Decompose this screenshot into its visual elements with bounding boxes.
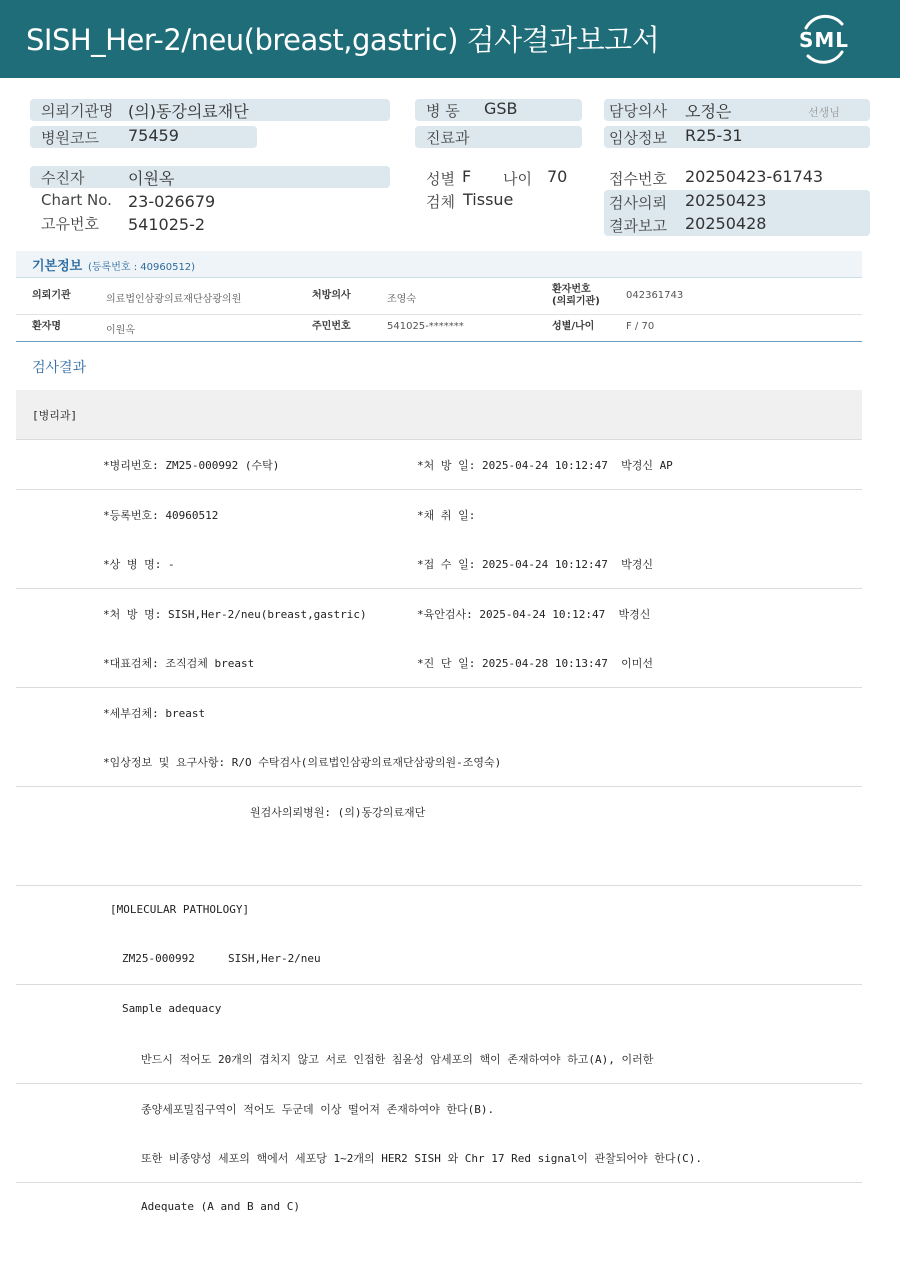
result-left: *대표검체: 조직검체 breast [103, 657, 255, 670]
result-row [16, 787, 862, 837]
result-left: ZM25-000992 SISH,Her-2/neu [122, 952, 321, 965]
receipt-value: 20250423-61743 [685, 167, 824, 186]
basic-info-reg: (등록번호 : 40960512) [88, 262, 196, 273]
hospital-code-value: 75459 [128, 126, 179, 145]
result-right: *육안검사: 2025-04-24 10:12:47 박경신 [417, 608, 651, 621]
basic-info-row [16, 315, 862, 341]
bi-sexage-label: 성별/나이 [552, 321, 595, 332]
result-row [16, 490, 862, 540]
results-title: 검사결과 [32, 360, 87, 376]
clinical-label: 임상정보 [609, 129, 667, 147]
result-left: Sample adequacy [122, 1002, 222, 1015]
bi-sexage-value: F / 70 [626, 321, 655, 332]
specimen-value: Tissue [463, 190, 514, 209]
bi-name-label: 환자명 [32, 321, 61, 332]
patient-value: 이원옥 [128, 169, 175, 188]
result-left: *등록번호: 40960512 [103, 509, 219, 522]
bi-prescriber-value: 조영숙 [387, 294, 416, 305]
institution-label: 의뢰기관명 [41, 102, 114, 120]
report-title: SISH_Her-2/neu(breast,gastric) 검사결과보고서 [26, 23, 660, 57]
basic-info-title: 기본정보 [32, 259, 83, 274]
result-right: *채 취 일: [417, 509, 476, 522]
bi-rrn-label: 주민번호 [312, 321, 351, 332]
bi-patient-no-label-1: 환자번호 [552, 284, 591, 295]
bi-institution-value: 의료법인삼광의료재단삼광의원 [106, 294, 242, 305]
sml-logo [796, 12, 852, 66]
basic-info-table [16, 251, 862, 341]
result-right: *처 방 일: 2025-04-24 10:12:47 박경신 AP [417, 459, 673, 472]
request-value: 20250423 [685, 191, 767, 210]
result-row [16, 1084, 862, 1134]
result-row [16, 440, 862, 490]
id-label: 고유번호 [41, 215, 99, 233]
basic-info-header [16, 251, 862, 278]
result-row [16, 589, 862, 639]
sex-value: F [462, 167, 472, 186]
result-row [16, 1183, 862, 1232]
result-row [16, 985, 862, 1035]
report-header [0, 0, 900, 78]
result-right: *접 수 일: 2025-04-24 10:12:47 박경신 [417, 558, 653, 571]
doctor-label: 담당의사 [609, 102, 667, 120]
bi-institution-label: 의뢰기관 [32, 290, 71, 301]
dept-row [16, 390, 862, 440]
result-left: 또한 비종양성 세포의 핵에서 세포당 1~2개의 HER2 SISH 와 Chr 17 Red signal이 관찰되어야 한다(C). [141, 1152, 703, 1165]
result-row [16, 836, 862, 886]
result-row [16, 935, 862, 985]
chart-value: 23-026679 [128, 192, 216, 211]
ward-label: 병 동 [426, 102, 460, 120]
result-row [16, 638, 862, 688]
result-left: *병리번호: ZM25-000992 (수탁) [103, 459, 280, 472]
bi-patient-no-label-2: (의뢰기관) [552, 296, 600, 307]
dept-label: [병리과] [32, 409, 78, 422]
receipt-label: 접수번호 [609, 170, 667, 188]
institution-value: (의)동강의료재단 [128, 102, 249, 121]
bi-rrn-value: 541025-******* [387, 321, 464, 332]
dept-label: 진료과 [426, 129, 470, 147]
result-row [16, 737, 862, 787]
logo-text: SML [798, 28, 850, 52]
result-left: [MOLECULAR PATHOLOGY] [110, 903, 250, 916]
bi-patient-no-label [552, 284, 600, 308]
ward-value: GSB [484, 99, 518, 118]
result-row [16, 1133, 862, 1183]
result-left: 원검사의뢰병원: (의)동강의료재단 [250, 806, 426, 819]
result-left: *상 병 명: - [103, 558, 175, 571]
bi-patient-no-value: 042361743 [626, 290, 684, 301]
report-date-value: 20250428 [685, 214, 767, 233]
result-left: *임상정보 및 요구사항: R/O 수탁검사(의료법인삼광의료재단삼광의원-조영숙) [103, 756, 502, 769]
patient-label: 수진자 [41, 169, 85, 187]
results-header [16, 341, 862, 391]
hospital-code-label: 병원코드 [41, 129, 99, 147]
request-label: 검사의뢰 [609, 194, 667, 212]
age-label: 나이 [503, 170, 532, 188]
result-row [16, 886, 862, 936]
clinical-value: R25-31 [685, 126, 743, 145]
bi-prescriber-label: 처방의사 [312, 290, 351, 301]
doctor-value: 오정은 [685, 102, 732, 121]
result-left: *처 방 명: SISH,Her-2/neu(breast,gastric) [103, 608, 367, 621]
bi-name-value: 이원옥 [106, 325, 135, 336]
result-left: 종양세포밀집구역이 적어도 두군데 이상 떨어져 존재하여야 한다(B). [141, 1103, 495, 1116]
id-value: 541025-2 [128, 215, 206, 234]
sex-label: 성별 [426, 170, 455, 188]
age-value: 70 [547, 167, 568, 186]
doctor-suffix: 선생님 [808, 106, 840, 119]
basic-info-row [16, 278, 862, 315]
result-row [16, 1034, 862, 1084]
result-row [16, 688, 862, 738]
result-row [16, 539, 862, 589]
result-left: *세부검체: breast [103, 707, 206, 720]
result-right: *진 단 일: 2025-04-28 10:13:47 이미선 [417, 657, 653, 670]
result-left: 반드시 적어도 20개의 겹치지 않고 서로 인접한 침윤성 암세포의 핵이 존재하여야 하고(A), 이러한 [141, 1053, 654, 1066]
specimen-label: 검체 [426, 193, 455, 211]
report-date-label: 결과보고 [609, 217, 667, 235]
result-left: Adequate (A and B and C) [141, 1200, 300, 1213]
chart-label: Chart No. [41, 191, 112, 209]
